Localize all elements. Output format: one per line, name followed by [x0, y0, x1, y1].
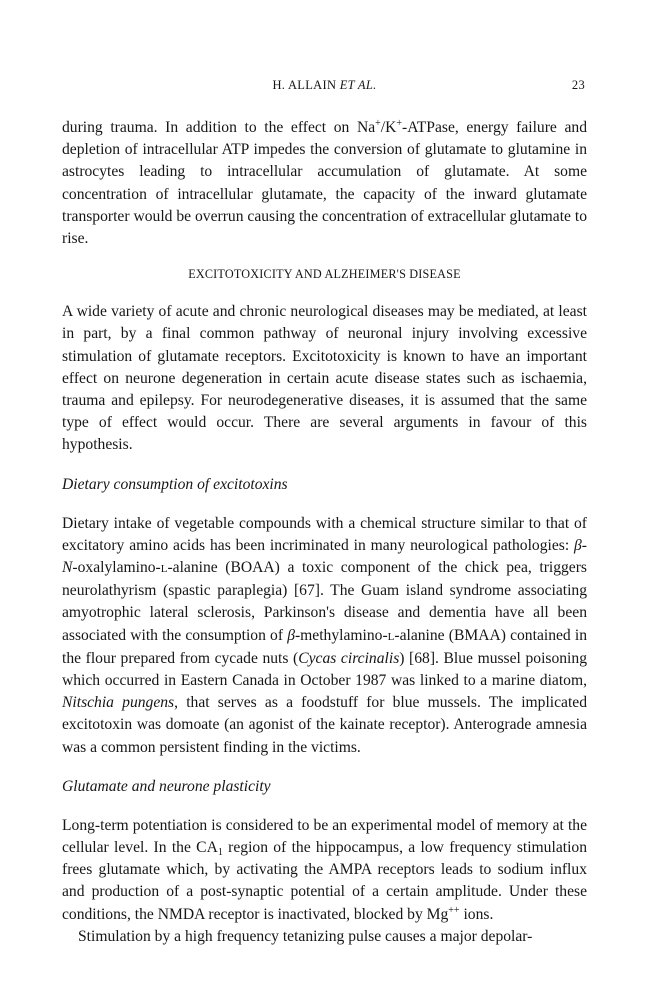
superscript: + [396, 118, 403, 129]
italic-run: Cycas circinalis [298, 649, 400, 667]
text-run: Long-term potentiation is considered to be an experimental model of memory at the cellular level. In the CA [62, 816, 587, 857]
paragraph-glutamate-continued: Stimulation by a high frequency tetanizing pulse causes a major depolar- [78, 927, 533, 945]
text-run: ) [68]. Blue mussel poisoning which occurred in Eastern Canada in October 1987 was linked to a marine diatom, [62, 649, 587, 690]
text-run: Dietary intake of vegetable compounds with a chemical structure similar to that of excitatory amino acids has been incriminated in many neurological pathologies: [62, 514, 587, 554]
text-run: ions. [459, 905, 494, 923]
paragraph-dietary [62, 513, 587, 759]
running-header [62, 78, 587, 100]
superscript: + [375, 118, 381, 129]
text-run: -ATPase, energy failure and depletion of intracellular ATP impedes the conversion of glutamate to glutamine in astrocytes leading to intracellular accumulation of glutamate. At some concentration of intracellular glutamate, the capacity of the inward glutamate transporter would be overrun causing the concentration of extracellular glutamate to rise. [62, 119, 587, 248]
text-run: -alanine (BOAA) a toxic component of the chick pea, triggers neurolathyrism (spastic paraplegia) [67]. The Guam island syndrome associating amyotrophic lateral sclerosis, Parkinson's disease and dementia have all been associated with the consumption of [62, 559, 587, 644]
text-run: /K [380, 119, 397, 136]
paragraph-intro [62, 117, 587, 250]
text-run: -alanine (BMAA) contained in the flour prepared from cycade nuts ( [62, 626, 587, 667]
running-header-author [62, 78, 587, 93]
paper-page [62, 78, 587, 948]
small-caps-run: L [387, 630, 395, 643]
text-run: , that serves as a foodstuff for blue mussels. The implicated excitotoxin was domoate (an agonist of the kainate receptor). Anterograde amnesia was a common persistent finding in the victims. [62, 694, 588, 756]
small-caps-run: L [160, 563, 168, 576]
text-run: during trauma. In addition to the effect on Na [62, 119, 376, 136]
page-number: 23 [571, 78, 585, 92]
subscript: 1 [217, 847, 223, 859]
subsection-heading-glutamate: Glutamate and neurone plasticity [62, 777, 271, 795]
section-heading: EXCITOTOXICITY AND ALZHEIMER'S DISEASE [188, 267, 461, 282]
italic-run: Nitschia pungens [62, 694, 175, 712]
text-run: -oxalylamino- [72, 559, 161, 577]
text-run: region of the hippocampus, a low frequency stimulation frees glutamate which, by activating the AMPA receptors leads to sodium influx and production of a post-synaptic potential of a certain amplitude. Under these conditions, the NMDA receptor is inactivated, blocked by Mg [62, 839, 587, 923]
paragraph-glutamate [62, 815, 587, 926]
italic-run: β-N [62, 536, 587, 577]
superscript: ++ [448, 904, 460, 916]
subsection-heading-dietary: Dietary consumption of excitotoxins [62, 475, 288, 493]
author-name: H. ALLAIN [272, 78, 337, 92]
author-etal: ET AL. [339, 78, 377, 92]
italic-run: β [287, 626, 295, 644]
text-run: -methylamino- [294, 626, 388, 644]
paragraph-section: A wide variety of acute and chronic neurological diseases may be mediated, at least in part, by a final common pathway of neuronal injury involving excessive stimulation of glutamate receptors. Excitotoxicity is known to have an important effect on neurone degeneration in certain acute disease states such as ischaemia, trauma and epilepsy. For neurodegenerative diseases, it is assumed that the same type of effect would occur. There are several arguments in favour of this hypothesis. [62, 303, 587, 454]
